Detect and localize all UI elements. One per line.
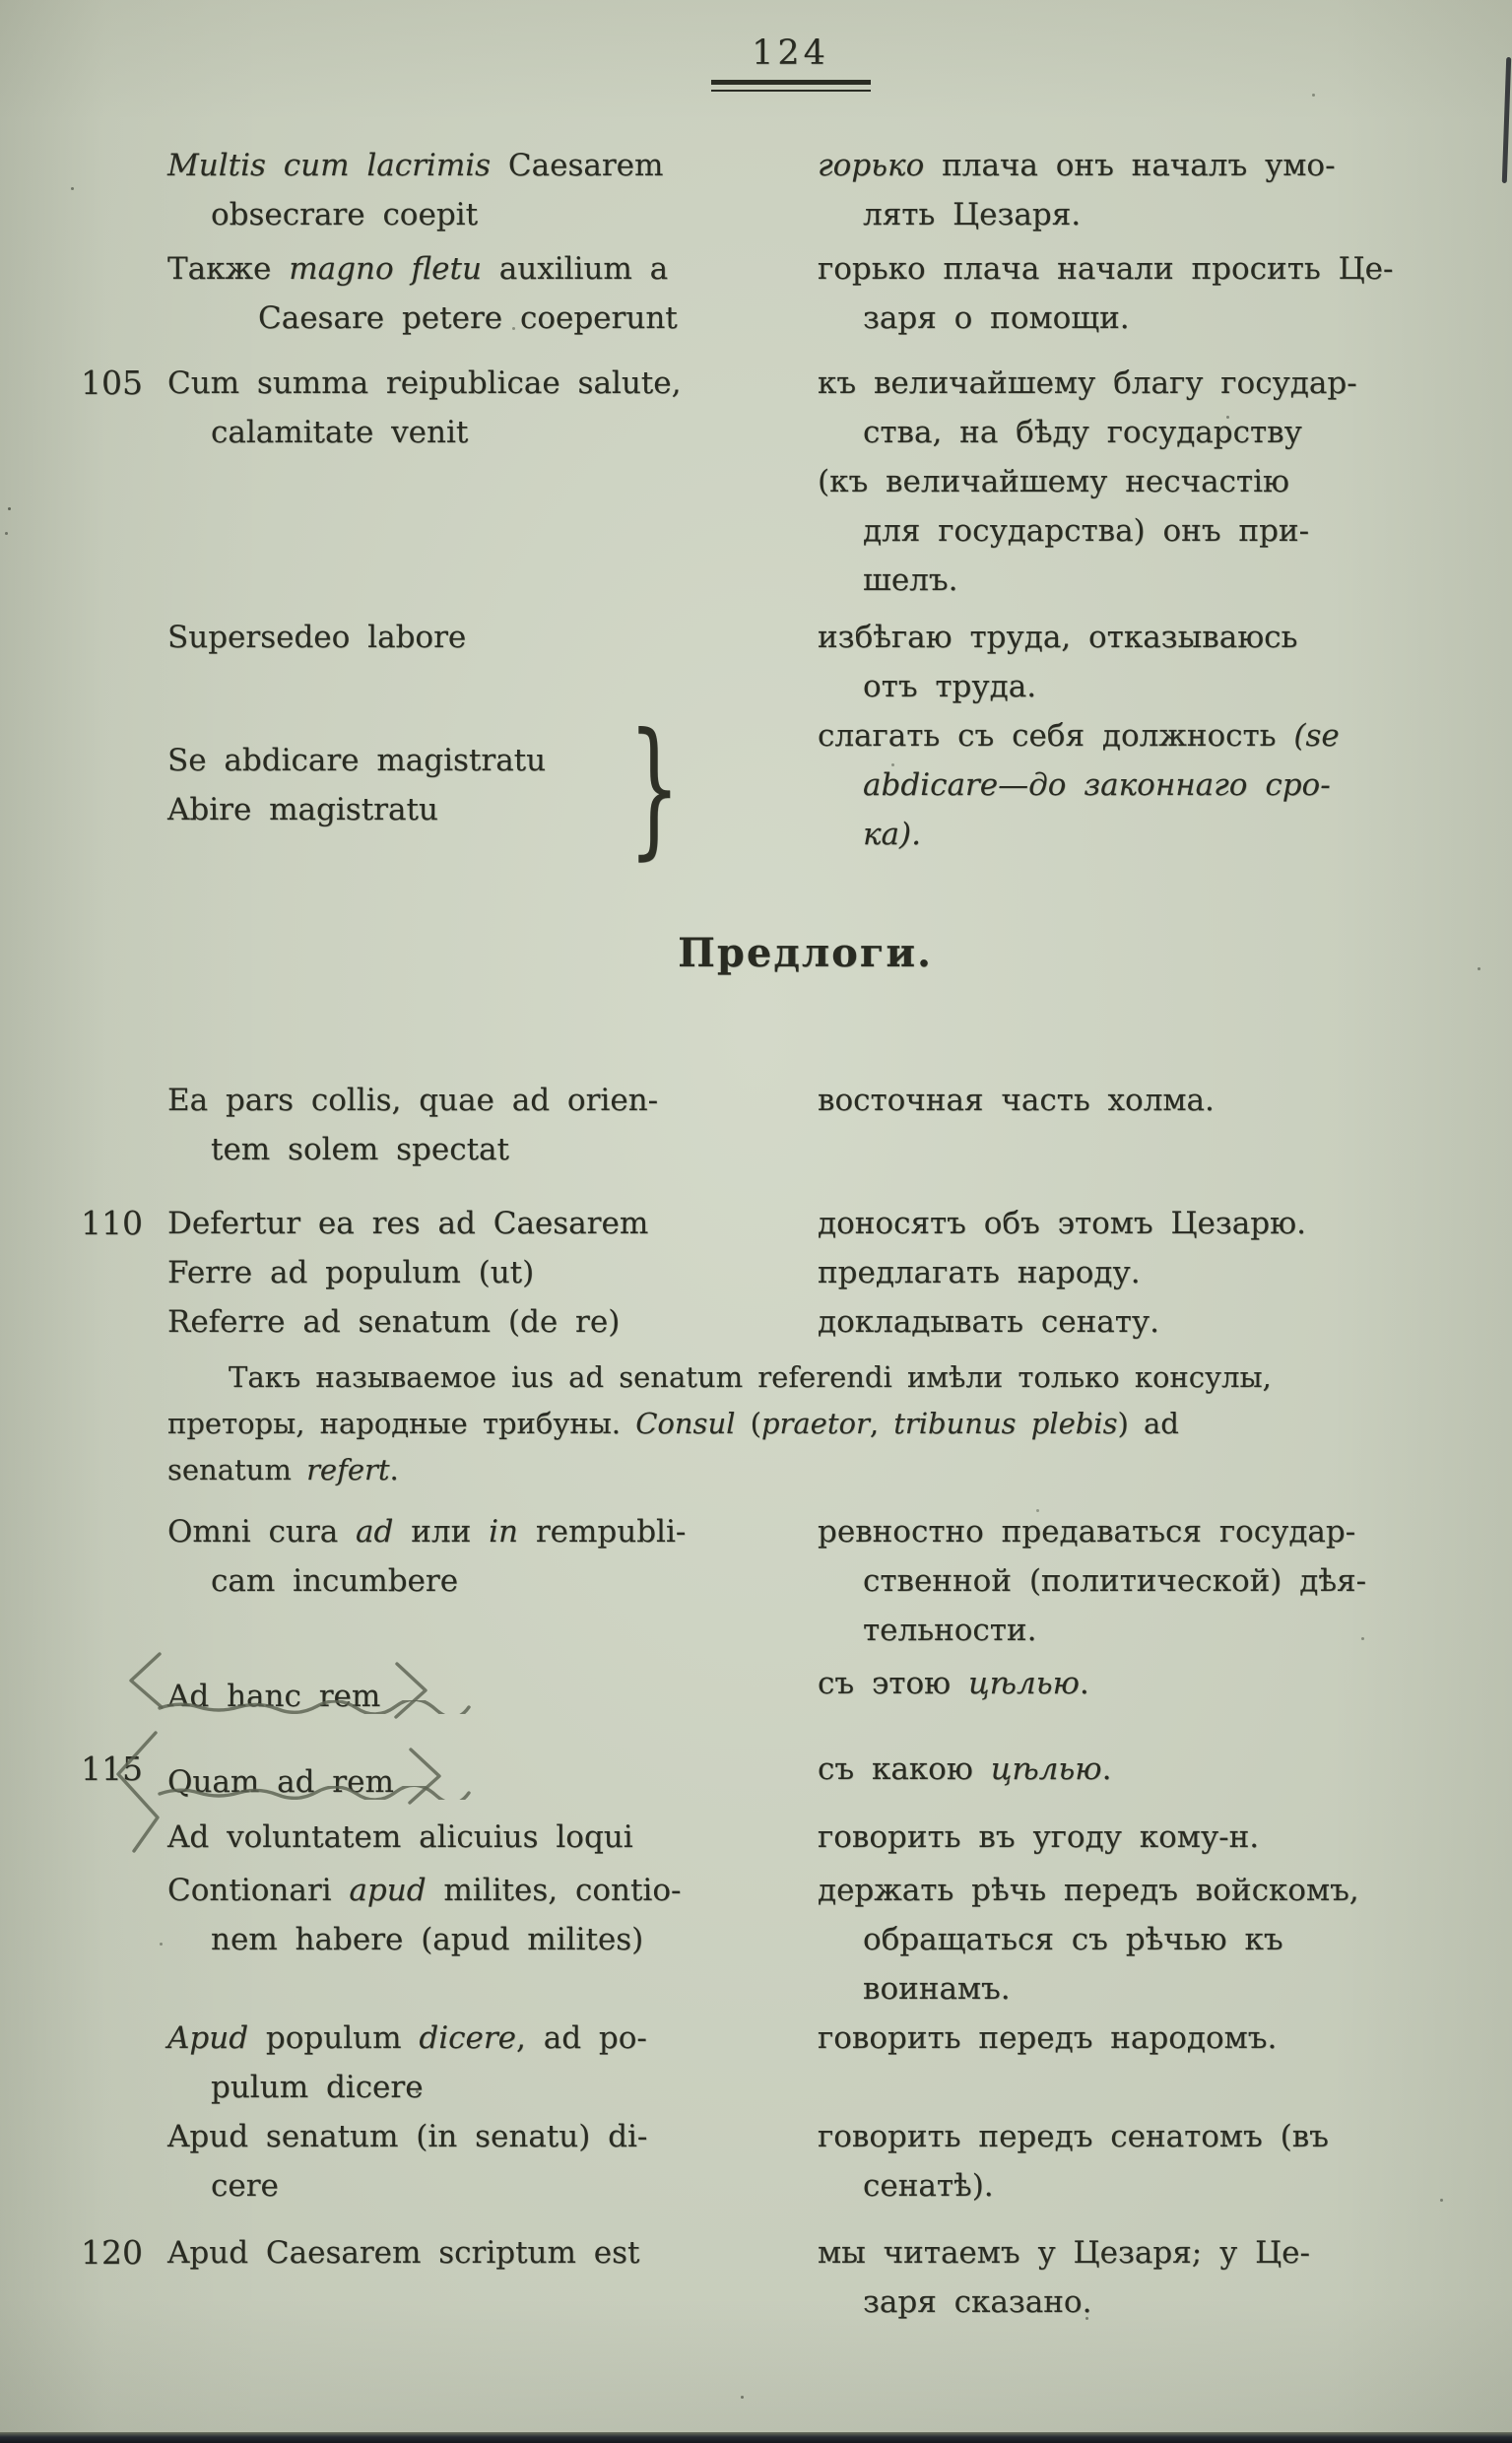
russian-translation-line	[818, 141, 1443, 190]
text-segment: ,	[869, 1407, 894, 1440]
text-segment: praetor	[760, 1407, 870, 1440]
latin-phrase-line	[167, 1297, 804, 1347]
russian-translation-line	[818, 662, 1443, 711]
text-segment: Apud senatum (in senatu) di-	[167, 2119, 648, 2154]
latin-phrase-line	[167, 244, 804, 294]
russian-column	[818, 1199, 1443, 1248]
russian-column	[818, 711, 1443, 859]
text-segment: слагать съ себя должность	[818, 718, 1294, 754]
latin-phrase-line	[167, 408, 804, 457]
text-segment: цѣлью	[967, 1666, 1080, 1701]
latin-phrase-line	[167, 1199, 804, 1248]
text-segment: Apud	[167, 2020, 249, 2056]
text-segment: Quam ad rem	[167, 1764, 394, 1800]
note-paragraph	[81, 1354, 1443, 1493]
text-segment: горько	[818, 148, 943, 183]
text-segment: шелъ.	[863, 562, 958, 598]
text-segment: Ea pars collis, quae ad orien-	[167, 1083, 659, 1118]
latin-phrase-line	[167, 1556, 804, 1606]
russian-translation-line	[818, 1964, 1443, 2014]
entry-row	[81, 244, 1443, 343]
page-number: 124	[752, 33, 829, 73]
russian-column	[818, 1248, 1443, 1297]
text-segment: докладывать сенату.	[818, 1304, 1159, 1340]
russian-translation-line	[818, 1556, 1443, 1606]
text-segment: nem habere (apud milites)	[211, 1922, 644, 1957]
russian-column	[818, 1813, 1443, 1862]
text-segment: плача онъ началъ умо-	[942, 148, 1336, 183]
text-segment: dicere	[419, 2020, 516, 2056]
text-segment: мы читаемъ у Цезаря; у Це-	[818, 2235, 1310, 2271]
latin-phrase-line	[167, 2112, 804, 2161]
russian-column	[818, 244, 1443, 343]
page-header	[0, 0, 1512, 92]
entry-number	[81, 1813, 167, 1862]
entry-row	[81, 1248, 1443, 1297]
entry-number	[81, 141, 167, 239]
text-segment: , ad po-	[516, 2020, 647, 2056]
russian-column	[818, 1297, 1443, 1347]
latin-phrase-line	[167, 2161, 804, 2211]
latin-phrase-line	[167, 2228, 804, 2278]
text-segment: —до законнаго сро-	[998, 767, 1331, 803]
text-segment: говорить передъ сенатомъ (въ	[818, 2119, 1329, 2154]
latin-column	[167, 1076, 818, 1174]
text-segment: или	[393, 1514, 490, 1550]
text-segment: ревностно предаваться государ-	[818, 1514, 1356, 1550]
latin-column	[167, 141, 818, 239]
latin-column	[167, 1248, 818, 1297]
text-segment: преторы, народные трибуны.	[167, 1407, 636, 1440]
entry-number	[81, 1248, 167, 1297]
entry-number	[81, 2112, 167, 2211]
latin-phrase-line	[167, 1813, 804, 1862]
entry-number: 105	[81, 363, 143, 402]
text-segment: для государства) онъ при-	[863, 513, 1310, 549]
text-segment: calamitate venit	[211, 415, 469, 450]
russian-translation-line	[818, 1866, 1443, 1915]
russian-translation-line	[818, 810, 1443, 859]
russian-translation-line	[818, 1606, 1443, 1655]
text-segment: magno fletu	[289, 251, 482, 287]
entry-number	[81, 2014, 167, 2112]
entry-row	[81, 702, 1443, 874]
text-segment: Abire magistratu	[167, 792, 438, 827]
russian-translation-line	[818, 1076, 1443, 1125]
latin-column	[167, 613, 818, 711]
russian-column	[818, 141, 1443, 239]
russian-translation-line	[818, 1199, 1443, 1248]
entry-row	[81, 613, 1443, 711]
text-segment: ственной (политической) дѣя-	[863, 1563, 1367, 1599]
text-segment: .	[1079, 1666, 1089, 1701]
page-content	[81, 141, 1443, 2327]
russian-column	[818, 2112, 1443, 2211]
latin-column	[167, 711, 818, 859]
latin-phrase-line	[167, 1745, 804, 1807]
entry-row	[81, 141, 1443, 239]
scan-edge-bottom	[0, 2432, 1512, 2443]
entry-row	[81, 1813, 1443, 1862]
entry-row	[81, 1076, 1443, 1174]
latin-column	[167, 359, 818, 605]
russian-translation-line	[818, 760, 1443, 810]
text-segment: отъ труда.	[863, 669, 1037, 704]
russian-translation-line	[818, 244, 1443, 294]
text-segment: съ этою	[818, 1666, 968, 1701]
russian-translation-line	[818, 711, 1443, 760]
text-segment: Также	[167, 251, 290, 287]
page-number-rule	[711, 80, 871, 92]
text-segment: Consul	[635, 1407, 736, 1440]
latin-phrase-line	[167, 294, 804, 343]
text-segment: Caesare petere coeperunt	[258, 300, 678, 336]
latin-phrase-line	[167, 1659, 804, 1721]
text-segment: сенатѣ).	[863, 2168, 994, 2204]
text-segment: apud	[349, 1873, 427, 1908]
russian-translation-line	[818, 457, 1443, 506]
russian-column	[818, 2014, 1443, 2112]
paper-specks	[0, 0, 3, 3]
text-segment: предлагать народу.	[818, 1255, 1141, 1290]
latin-phrase-line	[167, 1125, 804, 1174]
entry-row	[81, 2014, 1443, 2112]
russian-column	[818, 1076, 1443, 1174]
text-segment: abdicare	[863, 767, 999, 803]
russian-column	[818, 1866, 1443, 2014]
note-line	[167, 1447, 1443, 1493]
text-segment: Такъ называемое ius ad senatum referendi имѣли только консулы,	[229, 1360, 1272, 1394]
text-segment: ка).	[863, 817, 921, 852]
text-segment: Referre ad senatum (de re)	[167, 1304, 621, 1340]
text-segment: obsecrare coepit	[211, 197, 479, 232]
russian-translation-line	[818, 1745, 1443, 1794]
entry-row	[81, 1507, 1443, 1655]
text-segment: Supersedeo labore	[167, 620, 467, 655]
text-segment: избѣгаю труда, отказываюсь	[818, 620, 1298, 655]
text-segment: восточная часть холма.	[818, 1083, 1215, 1118]
text-segment: Ad voluntatem alicuius loqui	[167, 1819, 633, 1855]
text-segment: Multis cum lacrimis	[167, 148, 508, 183]
russian-translation-line	[818, 1297, 1443, 1347]
pencil-underline	[156, 1700, 481, 1714]
entry-number	[81, 1297, 167, 1347]
entry-row	[81, 1659, 1443, 1721]
entry-number	[81, 613, 167, 711]
entry-row	[81, 2228, 1443, 2327]
text-segment: Se abdicare magistratu	[167, 743, 547, 778]
text-segment: pulum dicere	[211, 2070, 424, 2105]
russian-column	[818, 2228, 1443, 2327]
text-segment: tem solem spectat	[211, 1132, 509, 1167]
entry-row	[81, 1199, 1443, 1248]
russian-column	[818, 1745, 1443, 1807]
text-segment: Omni cura	[167, 1514, 357, 1550]
text-segment: заря сказано.	[863, 2284, 1092, 2320]
latin-phrase-line	[167, 2063, 804, 2112]
text-segment: ) ad	[1117, 1407, 1179, 1440]
russian-translation-line	[818, 1813, 1443, 1862]
latin-phrase-line	[167, 1507, 804, 1556]
text-segment: горько плача начали просить Це-	[818, 251, 1394, 287]
text-segment: держать рѣчь передъ войскомъ,	[818, 1873, 1359, 1908]
text-segment: Cum summa reipublicae salute,	[167, 365, 682, 401]
text-segment: tribunus plebis	[893, 1407, 1118, 1440]
text-segment: .	[1101, 1751, 1112, 1787]
text-segment: обращаться съ рѣчью къ	[863, 1922, 1283, 1957]
russian-column	[818, 1507, 1443, 1655]
text-segment: rempubli-	[517, 1514, 687, 1550]
entry-number	[81, 1507, 167, 1655]
latin-column	[167, 1866, 818, 2014]
section-heading: Предлоги.	[678, 930, 933, 976]
entry-number: 120	[81, 2233, 143, 2272]
text-segment: ad	[356, 1514, 394, 1550]
latin-phrase-line	[167, 190, 804, 239]
latin-phrase-line	[167, 2014, 804, 2063]
entry-row	[81, 2112, 1443, 2211]
russian-translation-line	[818, 2228, 1443, 2278]
latin-column	[167, 1745, 818, 1807]
russian-translation-line	[818, 613, 1443, 662]
russian-column	[818, 1659, 1443, 1721]
entry-row	[81, 359, 1443, 605]
text-segment: populum	[248, 2020, 420, 2056]
russian-translation-line	[818, 2014, 1443, 2063]
russian-translation-line	[818, 408, 1443, 457]
latin-phrase-line	[167, 359, 804, 408]
text-segment: .	[389, 1453, 399, 1486]
russian-translation-line	[818, 2112, 1443, 2161]
text-segment: заря о помощи.	[863, 300, 1130, 336]
latin-column	[167, 2014, 818, 2112]
latin-phrase-line	[167, 141, 804, 190]
text-segment: доносятъ объ этомъ Цезарю.	[818, 1206, 1306, 1241]
entry-number: 115	[81, 1750, 143, 1788]
text-segment: Ad hanc rem	[167, 1679, 381, 1714]
text-segment: (se	[1293, 718, 1340, 754]
russian-translation-line	[818, 556, 1443, 605]
entry-row	[81, 1297, 1443, 1347]
entry-number	[81, 1866, 167, 2014]
latin-column	[167, 1507, 818, 1655]
text-segment: тельности.	[863, 1613, 1037, 1648]
russian-translation-line	[818, 506, 1443, 556]
latin-column	[167, 244, 818, 343]
text-segment: Defertur ea res ad Caesarem	[167, 1206, 649, 1241]
text-segment: senatum	[167, 1453, 307, 1486]
text-segment: Caesarem	[507, 148, 664, 183]
entry-row	[81, 1745, 1443, 1807]
russian-translation-line	[818, 1248, 1443, 1297]
latin-column	[167, 1659, 818, 1721]
curly-brace: }	[628, 702, 681, 874]
text-segment: говорить передъ народомъ.	[818, 2020, 1278, 2056]
text-segment: refert	[306, 1453, 390, 1486]
note-line	[167, 1354, 1443, 1401]
text-segment: cere	[211, 2168, 279, 2204]
entry-row	[81, 1866, 1443, 2014]
text-segment: in	[489, 1514, 518, 1550]
text-segment: cam incumbere	[211, 1563, 459, 1599]
pencil-underline	[156, 1786, 481, 1800]
russian-translation-line	[818, 359, 1443, 408]
russian-translation-line	[818, 2161, 1443, 2211]
russian-translation-line	[818, 1507, 1443, 1556]
russian-translation-line	[818, 1915, 1443, 1964]
russian-translation-line	[818, 2278, 1443, 2327]
latin-column	[167, 2112, 818, 2211]
text-segment: Apud Caesarem scriptum est	[167, 2235, 640, 2271]
note-line	[167, 1401, 1443, 1447]
latin-phrase-line	[167, 785, 804, 834]
text-segment: (къ величайшему несчастію	[818, 464, 1289, 499]
russian-column	[818, 613, 1443, 711]
text-segment: къ величайшему благу государ-	[818, 365, 1357, 401]
russian-translation-line	[818, 294, 1443, 343]
latin-column	[167, 2228, 818, 2327]
text-segment: воинамъ.	[863, 1971, 1011, 2007]
latin-column	[167, 1813, 818, 1862]
latin-column	[167, 1297, 818, 1347]
text-segment: (	[735, 1407, 761, 1440]
latin-phrase-line	[167, 736, 804, 785]
russian-translation-line	[818, 1659, 1443, 1708]
russian-translation-line	[818, 190, 1443, 239]
latin-phrase-line	[167, 1076, 804, 1125]
text-segment: цѣлью	[990, 1751, 1102, 1787]
entry-number	[81, 711, 167, 859]
text-segment: Ferre ad populum (ut)	[167, 1255, 535, 1290]
latin-phrase-line	[167, 613, 804, 662]
text-segment: milites, contio-	[426, 1873, 682, 1908]
latin-phrase-line	[167, 1866, 804, 1915]
entries-section-bottom	[81, 1076, 1443, 2327]
entries-section-top	[81, 141, 1443, 874]
latin-column	[167, 1199, 818, 1248]
text-segment: ства, на бѣду государству	[863, 415, 1302, 450]
entry-number: 110	[81, 1204, 143, 1242]
entry-number	[81, 244, 167, 343]
text-segment: съ какою	[818, 1751, 991, 1787]
text-segment: лять Цезаря.	[863, 197, 1082, 232]
russian-column	[818, 359, 1443, 605]
text-segment: Contionari	[167, 1873, 350, 1908]
latin-phrase-line	[167, 1248, 804, 1297]
text-segment: говорить въ угоду кому-н.	[818, 1819, 1260, 1855]
latin-phrase-line	[167, 1915, 804, 1964]
entry-number	[81, 1076, 167, 1174]
text-segment: auxilium a	[481, 251, 669, 287]
